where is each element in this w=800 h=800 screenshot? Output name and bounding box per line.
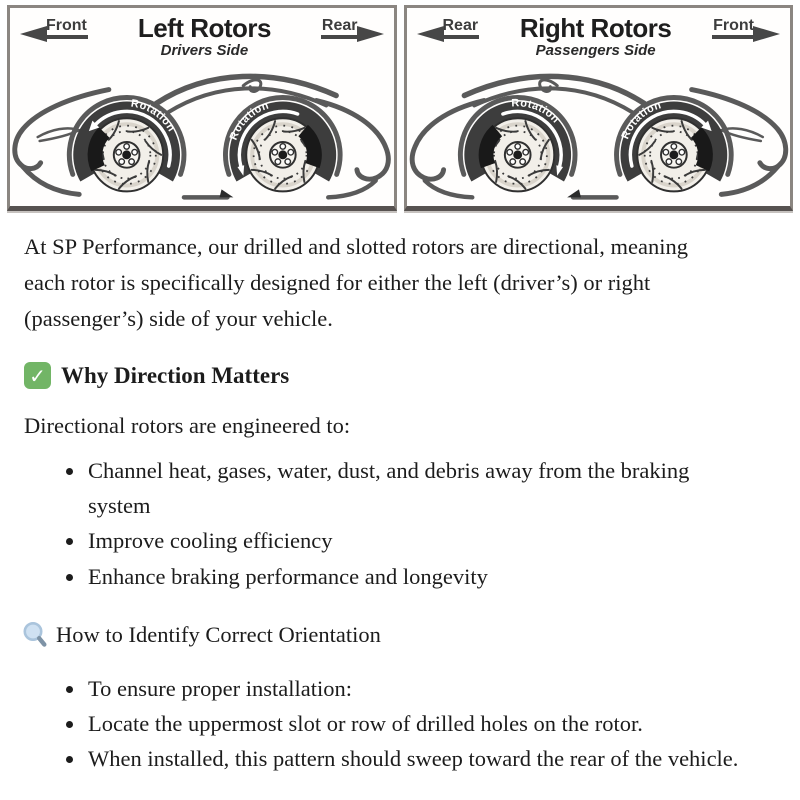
rear-direction-label (417, 18, 480, 39)
panel-subtitle: Passengers Side (535, 42, 656, 59)
identify-heading (22, 620, 776, 650)
list-item: • Enhance braking performance and longevity (86, 559, 745, 594)
magnifying-glass-icon (22, 620, 48, 650)
front-direction-label (712, 18, 780, 39)
identify-list (0, 671, 769, 776)
rotation-label: Rotation (130, 97, 178, 135)
benefits-list (0, 453, 769, 593)
check-mark-icon: ✓ (24, 362, 51, 389)
panel-header (10, 8, 394, 59)
panel-titles (520, 15, 671, 58)
rear-direction-label (321, 18, 384, 39)
list-item: • To ensure proper installation: (86, 671, 745, 706)
panel-titles (138, 15, 271, 58)
direction-label-text: Rear (442, 18, 480, 39)
why-direction-heading (24, 362, 776, 389)
direction-label-text: Front (712, 18, 755, 39)
list-item: • Improve cooling efficiency (86, 523, 745, 558)
arrow-left-icon (417, 26, 444, 42)
direction-label-text: Rear (321, 18, 359, 39)
panel-right-rotors (404, 5, 794, 211)
rotation-label: Rotation (510, 97, 562, 126)
lead-text: Directional rotors are engineered to: (24, 413, 351, 439)
list-item: • Channel heat, gases, water, dust, and debris away from the braking system (86, 453, 745, 523)
why-heading-text: Why Direction Matters (61, 362, 290, 388)
panel-left-rotors (7, 5, 397, 211)
car-illustration-left (10, 56, 394, 206)
panel-title: Left Rotors (137, 13, 271, 43)
arrow-right-icon (753, 26, 780, 42)
panel-header (407, 8, 791, 59)
rotation-label: Rotation (618, 99, 663, 141)
intro-paragraph: At SP Performance, our drilled and slotted rotors are directional, meaning each rotor is specifically designed for either the left (driver’s) or right (passenger’s) side of your vehicle. (24, 234, 688, 332)
direction-label-text: Front (45, 18, 88, 39)
panel-subtitle: Drivers Side (160, 42, 249, 59)
list-item: • Locate the uppermost slot or row of drilled holes on the rotor. (86, 706, 745, 741)
list-item: • When installed, this pattern should sweep toward the rear of the vehicle. (86, 741, 745, 776)
car-illustration-right (407, 56, 791, 206)
arrow-right-icon (357, 26, 384, 42)
arrow-left-icon (20, 26, 47, 42)
front-direction-label (20, 18, 88, 39)
rotation-label: Rotation (227, 99, 271, 142)
panel-title: Right Rotors (519, 13, 672, 43)
identify-heading-text: How to Identify Correct Orientation (56, 621, 381, 647)
rotor-direction-diagram (0, 0, 800, 211)
